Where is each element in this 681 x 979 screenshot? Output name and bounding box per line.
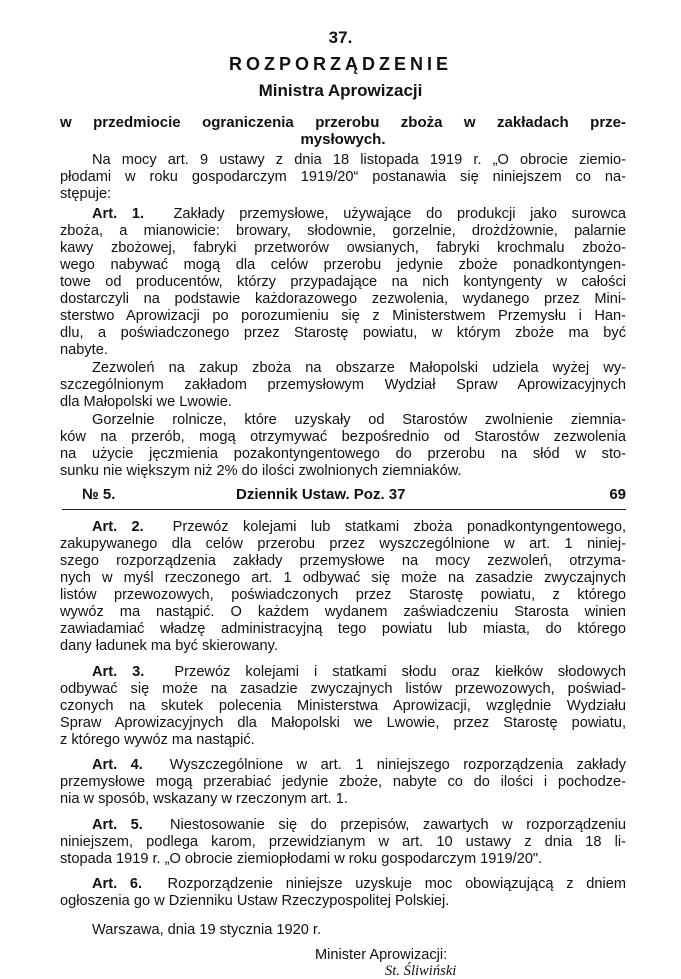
text-line [60, 463, 626, 480]
line-text: Przewóz kolejami i statkami słodu oraz kiełków słodowych [174, 664, 627, 680]
text-line [60, 757, 626, 774]
line-text: Zezwoleń na zakup zboża na obszarze Małopolski udziela wyżej wy- [92, 360, 626, 376]
article [60, 664, 626, 749]
text-line [60, 206, 626, 223]
line-text: Gorzelnie rolnicze, które uzyskały od Starostów zwolnienie ziemnia- [92, 412, 626, 428]
text-line [60, 638, 626, 655]
paragraph [60, 152, 626, 203]
line-text: niniejszem, podlega karom, przewidzianym w art. 10 ustawy z dnia 18 li- [60, 834, 626, 850]
text-line [60, 817, 626, 834]
place-date: Warszawa, dnia 19 stycznia 1920 r. [92, 922, 322, 938]
signature: St. Śliwiński [385, 963, 457, 979]
page-number: 69 [609, 486, 626, 503]
paragraph [60, 412, 626, 480]
signatory-role: Minister Aprowizacji: [315, 947, 448, 963]
line-text: Spraw Aprowizacyjnych dla Małopolski we Lwowie, przez Starostę powiatu, [60, 715, 626, 731]
text-line [60, 553, 626, 570]
line-text: zawiadamiać władzę administracyjną tego powiatu lub miasta, do którego [60, 621, 626, 637]
text-line [60, 681, 626, 698]
text-line [60, 834, 626, 851]
text-line [60, 240, 626, 257]
line-text: nia w sposób, wskazany w rzeczonym art. 1. [60, 791, 348, 807]
line-text: Niestosowanie się do przepisów, zawartych w rozporządzeniu [169, 817, 627, 833]
text-line [60, 519, 626, 536]
text-line [60, 621, 626, 638]
line-text: Na mocy art. 9 ustawy z dnia 18 listopada 1919 r. „O obrocie ziemio- [92, 152, 626, 168]
line-text: listów przewozowych, poświadczonych przez Starostę powiatu, z którego [60, 587, 626, 603]
subject [60, 114, 626, 148]
text-line [60, 360, 626, 377]
line-text: nabyte. [60, 342, 108, 358]
line-text: wywóz ma nastąpić. O każdem wydanem zaświadczeniu Starosta winien [60, 604, 626, 620]
subject-line: mysłowych. [300, 131, 386, 148]
text-line [60, 412, 626, 429]
text-line [60, 715, 626, 732]
text-line [60, 223, 626, 240]
line-text: dlu, a poświadczonego przez Starostę powiatu, w którym zboże ma być [60, 325, 626, 341]
line-text: towe od producentów, którzy przypadające na nich kontyngenty w całości [60, 274, 626, 290]
article-label: Art. 3. [92, 664, 145, 680]
line-text: Rozporządzenie niniejsze uzyskuje moc obowiązującą z dniem [167, 876, 627, 892]
line-text: dany ładunek ma być skierowany. [60, 638, 278, 654]
text-line [60, 774, 626, 791]
line-text: stopada 1919 r. „O obrocie ziemiopłodami w roku gospodarczym 1919/20". [60, 851, 543, 867]
text-line [60, 186, 626, 203]
text-line [60, 570, 626, 587]
subject-line: w przedmiocie ograniczenia przerobu zboża w zakładach prze- [60, 114, 626, 131]
line-text: wego nabywać mogą dla celów przerobu jedynie zboże ponadkontyngen- [60, 257, 626, 273]
text-line [60, 342, 626, 359]
line-text: przemysłowe mogą przerabiać jedynie zboże, nabyte co do ilości i pochodze- [60, 774, 626, 790]
line-text: Zakłady przemysłowe, używające do produkcji jako surowca [173, 206, 627, 222]
line-text: płodami w roku gospodarczym 1919/20“ postanawia się niniejszem co na- [60, 169, 626, 185]
article [60, 817, 626, 868]
article-label: Art. 2. [92, 519, 144, 535]
text-line [60, 291, 626, 308]
line-text: stępuje: [60, 186, 112, 202]
line-text: ogłoszenia go w Dzienniku Ustaw Rzeczypospolitej Polskiej. [60, 893, 450, 909]
document-title: ROZPORZĄDZENIE [228, 54, 452, 74]
article-label: Art. 4. [92, 757, 143, 773]
text-line [60, 893, 626, 910]
line-text: zakupywanego dla celów przerobu przez wyszczególnione w art. 1 niniej- [60, 536, 626, 552]
article [60, 206, 626, 359]
text-line [60, 698, 626, 715]
text-line [60, 587, 626, 604]
text-line [60, 604, 626, 621]
text-line [60, 325, 626, 342]
article [60, 519, 626, 655]
text-line [60, 169, 626, 186]
text-line [60, 308, 626, 325]
line-text: dla Małopolski we Lwowie. [60, 394, 232, 410]
text-line [60, 274, 626, 291]
line-text: czonych na skutek polecenia Ministerstwa Aprowizacji, względnie Wydziału [60, 698, 626, 714]
article-label: Art. 6. [92, 876, 143, 892]
line-text: sterstwo Aprowizacji po porozumieniu się z Ministerstwem Przemysłu i Han- [60, 308, 626, 324]
act-number: 37. [328, 28, 353, 47]
line-text: na użycie jęczmienia pozakontyngentowego do przerobu na słód w sto- [60, 446, 626, 462]
line-text: ków na przerób, mogą otrzymywać bezpośrednio od Starostów zezwolenia [60, 429, 626, 445]
text-line [60, 791, 626, 808]
issuer: Ministra Aprowizacji [258, 81, 423, 100]
text-line [60, 664, 626, 681]
text-line [60, 429, 626, 446]
line-text: sunku nie większym niż 2% do ilości zwolnionych ziemniaków. [60, 463, 462, 479]
article [60, 876, 626, 910]
line-text: Wyszczególnione w art. 1 niniejszego rozporządzenia zakłady [169, 757, 627, 773]
line-text: zboża, a mianowicie: browary, słodownie, gorzelnie, drożdżownie, palarnie [60, 223, 626, 239]
line-text: dostarczyli na podstawie każdorazowego zezwolenia, wydanego przez Mini- [60, 291, 626, 307]
line-text: Przewóz kolejami lub statkami zboża ponadkontyngentowego, [172, 519, 627, 535]
line-text: odbywać się może na zasadzie zwyczajnych listów przewozowych, poświad- [60, 681, 626, 697]
article-label: Art. 5. [92, 817, 143, 833]
text-line [60, 536, 626, 553]
journal-reference: Dziennik Ustaw. Poz. 37 [236, 486, 406, 503]
text-line [60, 257, 626, 274]
text-line [60, 732, 626, 749]
text-line [60, 446, 626, 463]
text-line [60, 851, 626, 868]
line-text: szczególnionym zakładom przemysłowym Wydział Spraw Aprowizacyjnych [60, 377, 626, 393]
divider [62, 509, 626, 510]
paragraph [60, 360, 626, 411]
line-text: kawy zbożowej, fabryki przetworów owsianych, fabryki krochmalu zbożo- [60, 240, 626, 256]
text-line [60, 394, 626, 411]
line-text: nych w myśl rzeczonego art. 1 odbywać się może na zasadzie zwyczajnych [60, 570, 626, 586]
line-text: szego rozporządzenia zakłady przemysłowe na mocy zezwoleń, otrzyma- [60, 553, 626, 569]
article [60, 757, 626, 808]
article-label: Art. 1. [92, 206, 145, 222]
line-text: z którego wywóz ma nastąpić. [60, 732, 255, 748]
text-line [60, 152, 626, 169]
text-line [60, 876, 626, 893]
page-footer [60, 485, 626, 505]
issue-number: № 5. [82, 486, 116, 503]
text-line [60, 377, 626, 394]
